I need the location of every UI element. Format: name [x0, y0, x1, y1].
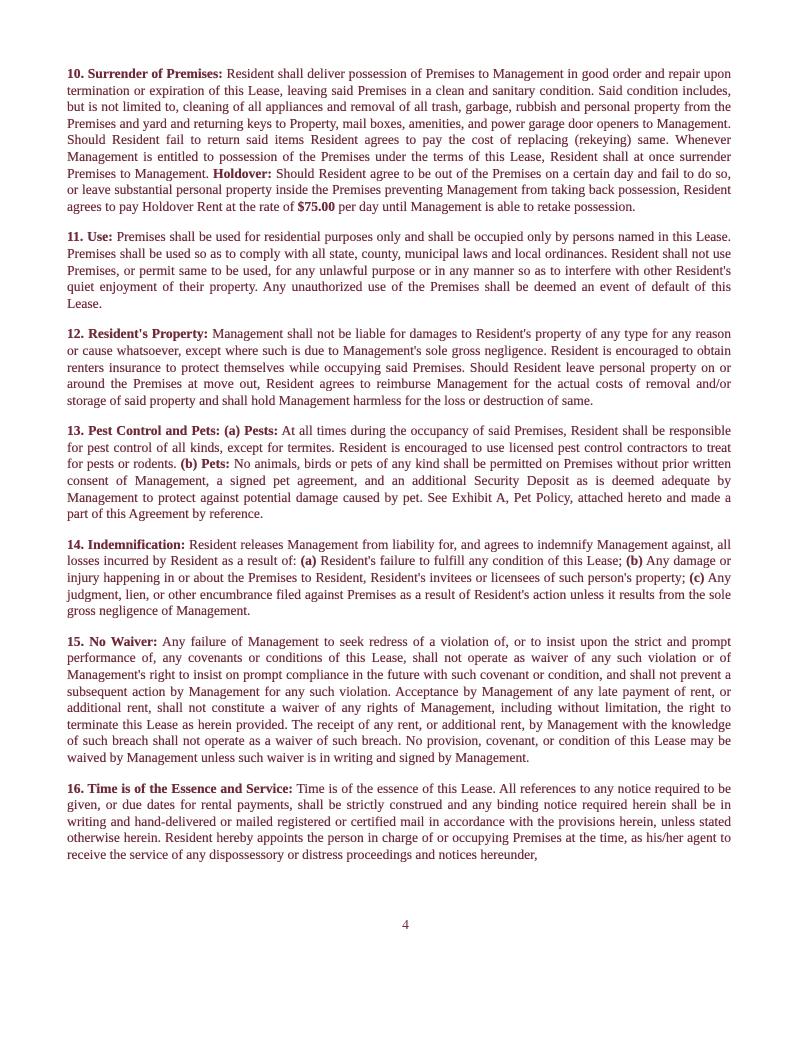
- clause-marker-b: (b): [622, 553, 643, 569]
- section-text: Any damage or injury happening in or about the Premises to Resident, Resident's invitees or licensees of such person's property;: [67, 553, 732, 586]
- section-residents-property: [67, 326, 731, 409]
- section-no-waiver: [67, 634, 731, 767]
- pests-subheading: (a) Pests:: [220, 423, 279, 439]
- section-text: Premises shall be used for residential purposes only and shall be occupied only by persons named in this Lease. Premises shall be used so as to comply with all state, county, municipal laws and local ordinances. Resident shall not use Premises, or permit same to be used, for any unlawful purpose or in any manner so as to interfere with other Resident's quiet enjoyment of their property. Any unauthorized use of the Premises shall be deemed an event of default of this Lease.: [67, 229, 732, 311]
- section-heading: 12. Resident's Property:: [67, 326, 209, 342]
- section-text: Resident's failure to fulfill any condition of this Lease;: [316, 553, 623, 569]
- section-text: Should Resident agree to be out of the Premises on a certain day and fail to do so, or leave substantial personal property inside the Premises preventing Management from taking back possession, Resident agrees to pay Holdover Rent at the rate of: [67, 165, 732, 214]
- section-text: Resident releases Management from liability for, and agrees to indemnify Management against, all losses incurred by Resident as a result of:: [67, 536, 731, 569]
- section-heading: 13. Pest Control and Pets:: [67, 423, 221, 439]
- section-text: Any failure of Management to seek redress of a violation of, or to insist upon the strict and prompt performance of, any covenants or conditions of this Lease, shall not operate as waiver of any such violation or of Management's right to insist on prompt compliance in the future with such covenant or condition, and shall not prevent a subsequent action by Management for any such violation. Acceptance by Management of any late payment of rent, or additional rent, shall not constitute a waiver of any rights of Management, including without limitation, the right to terminate this Lease as herein provided. The receipt of any rent, or additional rent, by Management with the knowledge of such breach shall not operate as a waiver of such breach. No provision, covenant, or condition of this Lease may be waived by Management unless such waiver is in writing and signed by Management.: [67, 633, 731, 765]
- section-use: [67, 229, 731, 312]
- section-heading: 15. No Waiver:: [67, 633, 158, 649]
- page-number: 4: [402, 917, 409, 932]
- section-heading: 11. Use:: [67, 229, 113, 245]
- section-text: Time is of the essence of this Lease. All references to any notice required to be given, or due dates for rental payments, shall be strictly construed and any binding notice required herein shall be in writing and hand-delivered or mailed registered or certified mail in accordance with the provisions herein, unless stated otherwise herein. Resident hereby appoints the person in charge of or occupying Premises at the time, as his/her agent to receive the service of any dispossessory or distress proceedings and notices hereunder,: [67, 780, 731, 862]
- section-text: per day until Management is able to retake possession.: [335, 198, 636, 214]
- section-text: At all times during the occupancy of said Premises, Resident shall be responsible for pest control of all kinds, except for termites. Resident is encouraged to use licensed pest control contractors to treat for pests or rodents.: [67, 423, 731, 472]
- section-heading: 14. Indemnification:: [67, 536, 186, 552]
- pets-subheading: (b) Pets:: [176, 456, 230, 472]
- section-heading: 16. Time is of the Essence and Service:: [67, 780, 293, 796]
- section-text: Resident shall deliver possession of Premises to Management in good order and repair upon termination or expiration of this Lease, leaving said Premises in a clean and sanitary condition. Said condition includes, but is not limited to, cleaning of all appliances and removal of all trash, garbage, rubbish and personal property from the Premises and yard and returning keys to Property, mail boxes, amenities, and power garage door openers to Management. Should Resident fail to return said items Resident agrees to pay the cost of replacing (rekeying) same. Whenever Management is entitled to possession of the Premises under the terms of this Lease, Resident shall at once surrender Premises to Management.: [67, 66, 731, 181]
- section-indemnification: [67, 537, 731, 620]
- clause-marker-c: (c): [685, 570, 705, 586]
- section-text: No animals, birds or pets of any kind shall be permitted on Premises without prior written consent of Management, a signed pet agreement, and an additional Security Deposit as is deemed adequate by Management to protect against potential damage caused by pet. See Exhibit A, Pet Policy, attached hereto and made a part of this Agreement by reference.: [67, 456, 731, 522]
- section-text: Management shall not be liable for damages to Resident's property of any type for any reason or cause whatsoever, except where such is due to Management's sole gross negligence. Resident is encouraged to obtain renters insurance to protect themselves while occupying said Premises. Should Resident leave personal property on or around the Premises at move out, Resident agrees to reimburse Management for the actual costs of removal and/or storage of said property and shall hold Management harmless for the loss or destruction of same.: [67, 326, 731, 408]
- section-heading: 10. Surrender of Premises:: [67, 66, 223, 81]
- section-time-is-of-the-essence: [67, 781, 731, 864]
- clause-marker-a: (a): [296, 553, 317, 569]
- section-pest-control-and-pets: [67, 423, 731, 523]
- section-surrender-of-premises: [67, 66, 731, 215]
- holdover-subheading: Holdover:: [209, 165, 272, 181]
- holdover-rent-amount: $75.00: [294, 198, 336, 214]
- section-text: Any judgment, lien, or other encumbrance filed against Premises as a result of Resident's action unless it results from the sole gross negligence of Management.: [67, 570, 731, 619]
